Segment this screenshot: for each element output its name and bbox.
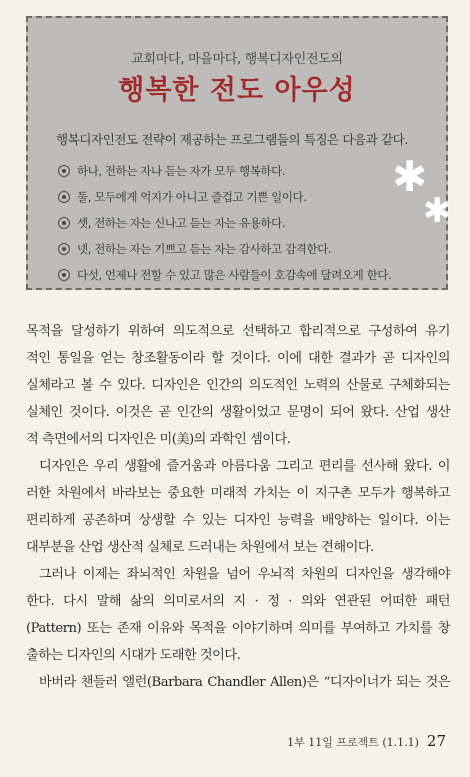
list-item — [58, 262, 438, 288]
running-head: 1부 11일 프로젝트 (1.1.1) — [287, 736, 419, 749]
circle-bullet-icon — [58, 191, 70, 203]
body-line: 한다. 다시 말해 삶의 의미로서의 지 · 정 · 의와 연관된 어떠한 패턴 — [26, 594, 450, 609]
page-number: 27 — [426, 732, 446, 750]
body-line: 바버라 챈들러 앨런(Barbara Chandler Allen)은 “디자이너가 되는 것은 — [39, 675, 450, 690]
list-item — [58, 184, 438, 210]
body-line: (Pattern) 또는 존재 이유와 목적을 이야기하며 의미를 부여하고 가치를 창 — [26, 621, 450, 636]
page-footer — [287, 732, 446, 750]
asterisk-star-icon: ✱ — [423, 191, 452, 231]
body-line: 러한 차원에서 바라보는 중요한 미래적 가치는 이 지구촌 모두가 행복하고 — [26, 486, 450, 501]
box-title: 행복한 전도 아우성 — [118, 75, 356, 106]
list-item — [58, 210, 438, 236]
body-line: 디자인은 우리 생활에 즐거움과 아름다움 그리고 편리를 선사해 왔다. 이 — [39, 459, 450, 474]
circle-bullet-icon — [58, 165, 70, 177]
body-line: 적 측면에서의 디자인은 미(美)의 과학인 셈이다. — [26, 432, 291, 447]
list-item-text: 셋, 전하는 자는 신나고 듣는 자는 유용하다. — [77, 216, 286, 230]
body-line: 적인 통일을 얻는 창조활동이라 할 것이다. 이에 대한 결과가 곧 디자인의 — [26, 351, 450, 366]
body-line: 그러나 이제는 좌뇌적인 차원을 넘어 우뇌적 차원의 디자인을 생각해야 — [39, 567, 450, 582]
body-line: 출하는 디자인의 시대가 도래한 것이다. — [26, 648, 241, 663]
circle-bullet-icon — [58, 243, 70, 255]
box-subtitle: 교회마다, 마을마다, 행복디자인전도의 — [131, 52, 343, 67]
box-intro: 행복디자인전도 전략이 제공하는 프로그램들의 특징은 다음과 같다. — [56, 132, 408, 147]
body-line: 목적을 달성하기 위하여 의도적으로 선택하고 합리적으로 구성하여 유기 — [26, 324, 450, 339]
list-item — [58, 236, 438, 262]
feature-list — [58, 152, 438, 288]
list-item — [58, 158, 438, 184]
list-item-text: 하나, 전하는 자나 듣는 자가 모두 행복하다. — [77, 164, 286, 178]
list-item-text: 둘, 모두에게 억지가 아니고 즐겁고 기쁜 일이다. — [77, 190, 307, 204]
body-line: 실체라고 볼 수 있다. 디자인은 인간의 의도적인 노력의 산물로 구체화되는 — [26, 378, 450, 393]
body-line: 실체인 것이다. 이것은 곧 인간의 생활이었고 문명이 되어 왔다. 산업 생산 — [26, 405, 450, 420]
circle-bullet-icon — [58, 269, 70, 281]
body-line: 편리하게 공존하며 상생할 수 있는 디자인 능력을 배양하는 일이다. 이는 — [26, 513, 450, 528]
list-item-text: 다섯, 언제나 전할 수 있고 많은 사람들이 호감속에 달려오게 한다. — [77, 268, 392, 282]
asterisk-star-icon: ✱ — [392, 152, 428, 201]
body-text — [26, 318, 450, 696]
list-item-text: 넷, 전하는 자는 기쁘고 듣는 자는 감사하고 감격한다. — [77, 242, 332, 256]
body-line: 대부분을 산업 생산적 실체로 드러내는 차원에서 보는 견해이다. — [26, 540, 374, 555]
circle-bullet-icon — [58, 217, 70, 229]
feature-box — [26, 16, 452, 290]
